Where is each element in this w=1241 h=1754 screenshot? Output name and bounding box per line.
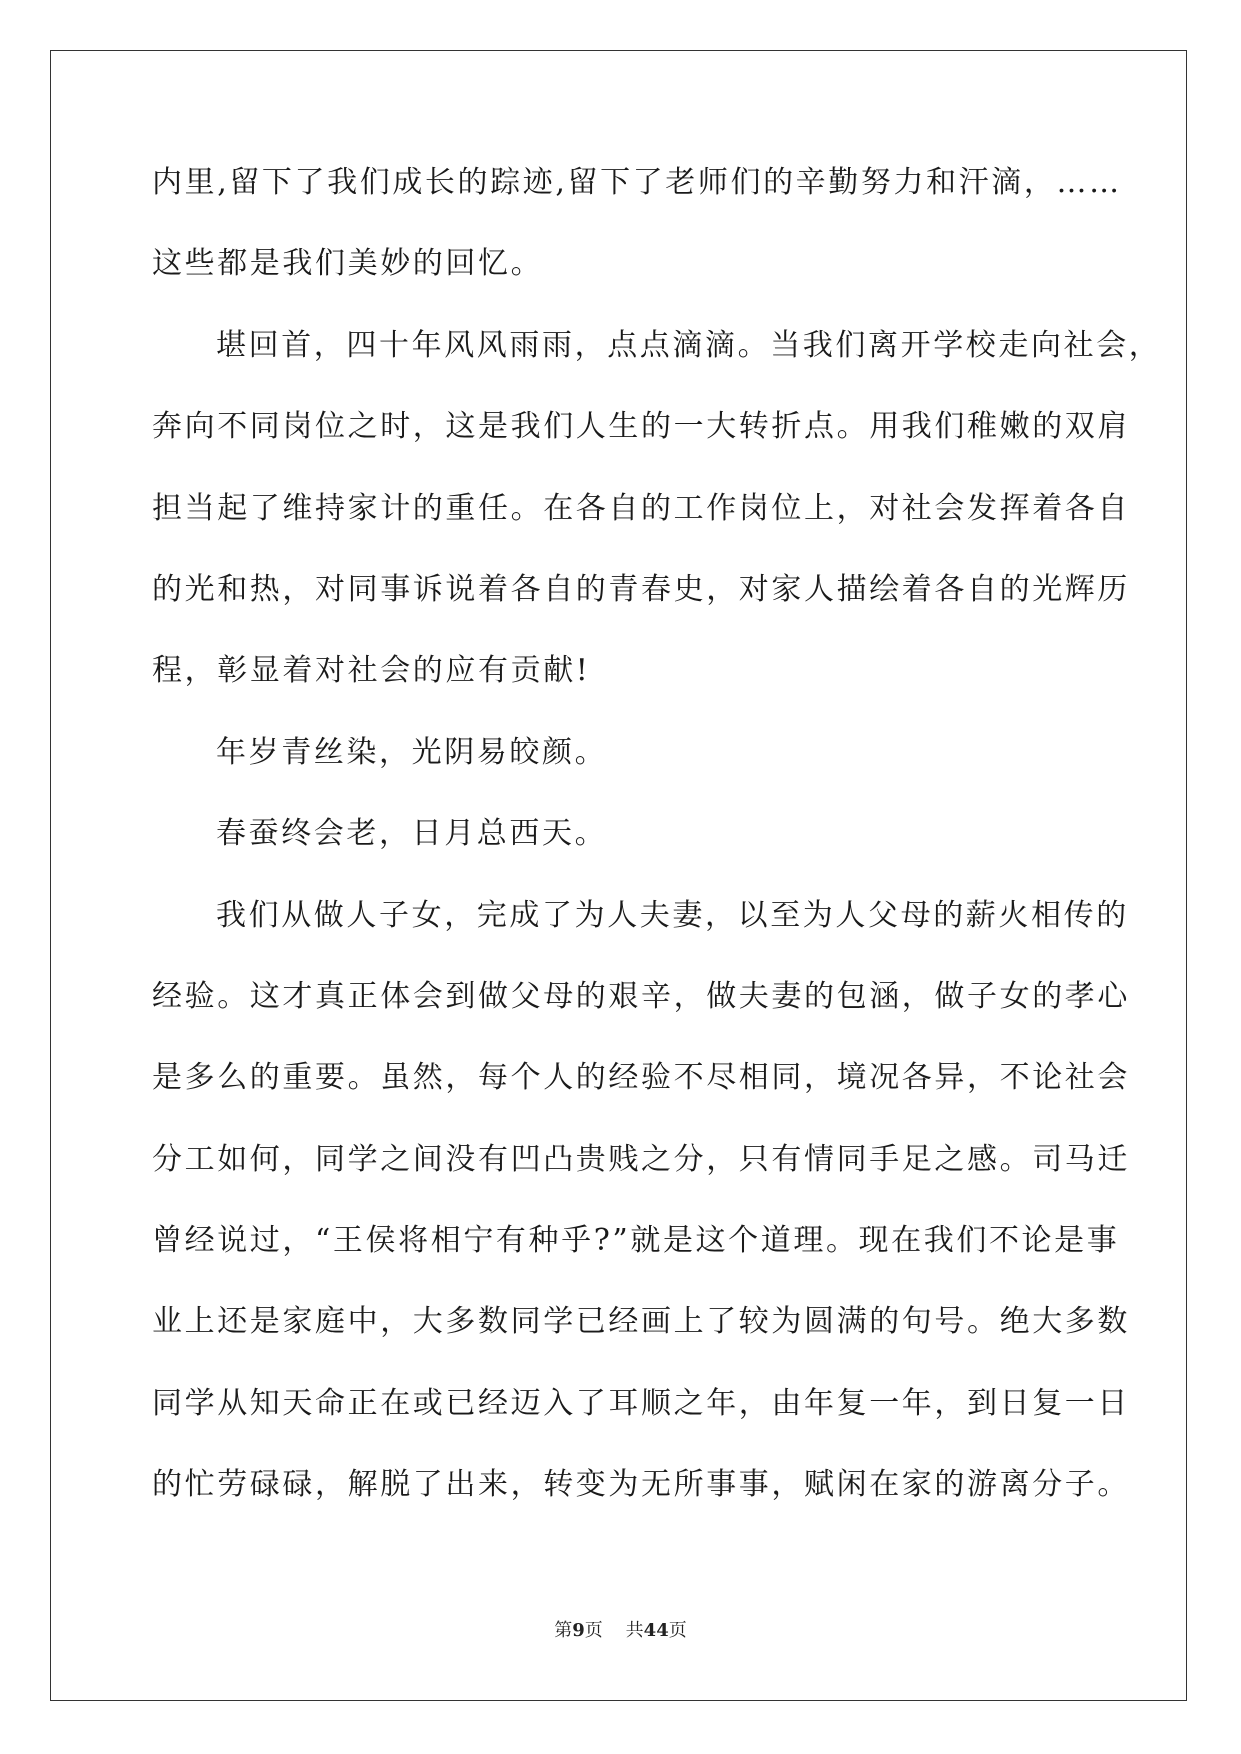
text-line: 经验。这才真正体会到做父母的艰辛，做夫妻的包涵，做子女的孝心 <box>152 978 1130 1014</box>
text-line: 是多么的重要。虽然，每个人的经验不尽相同，境况各异，不论社会 <box>152 1060 1130 1096</box>
text-line: 年岁青丝染，光阴易皎颜。 <box>216 734 608 770</box>
text-line: 分工如何，同学之间没有凹凸贵贱之分，只有情同手足之感。司马迁 <box>152 1141 1130 1177</box>
page-number: 9 <box>572 1620 585 1641</box>
text-line: 程，彰显着对社会的应有贡献! <box>152 653 591 689</box>
text-line: 春蚕终会老，日月总西天。 <box>216 816 608 852</box>
text-line: 的光和热，对同事诉说着各自的青春史，对家人描绘着各自的光辉历 <box>152 571 1130 607</box>
page-prefix: 第 <box>554 1620 573 1641</box>
total-prefix: 共 <box>625 1620 644 1641</box>
total-pages: 44 <box>643 1620 669 1641</box>
text-line: 同学从知天命正在或已经迈入了耳顺之年，由年复一年，到日复一日 <box>152 1385 1130 1421</box>
text-line: 业上还是家庭中，大多数同学已经画上了较为圆满的句号。绝大多数 <box>152 1304 1130 1340</box>
document-body <box>152 165 1162 1552</box>
text-line: 我们从做人子女，完成了为人夫妻，以至为人父母的薪火相传的 <box>216 897 1129 933</box>
page-suffix: 页 <box>584 1620 603 1641</box>
text-line: 担当起了维持家计的重任。在各自的工作岗位上，对社会发挥着各自 <box>152 490 1130 526</box>
text-line: 曾经说过，“王侯将相宁有种乎?”就是这个道理。现在我们不论是事 <box>152 1223 1120 1259</box>
text-line: 这些都是我们美妙的回忆。 <box>152 246 544 282</box>
page-footer <box>0 1620 1241 1642</box>
text-line: 的忙劳碌碌，解脱了出来，转变为无所事事，赋闲在家的游离分子。 <box>152 1467 1130 1503</box>
text-line: 奔向不同岗位之时，这是我们人生的一大转折点。用我们稚嫩的双肩 <box>152 409 1130 445</box>
text-line: 堪回首，四十年风风雨雨，点点滴滴。当我们离开学校走向社会， <box>216 327 1162 363</box>
total-suffix: 页 <box>668 1620 687 1641</box>
text-line: 内里,留下了我们成长的踪迹,留下了老师们的辛勤努力和汗滴，…… <box>152 165 1122 200</box>
